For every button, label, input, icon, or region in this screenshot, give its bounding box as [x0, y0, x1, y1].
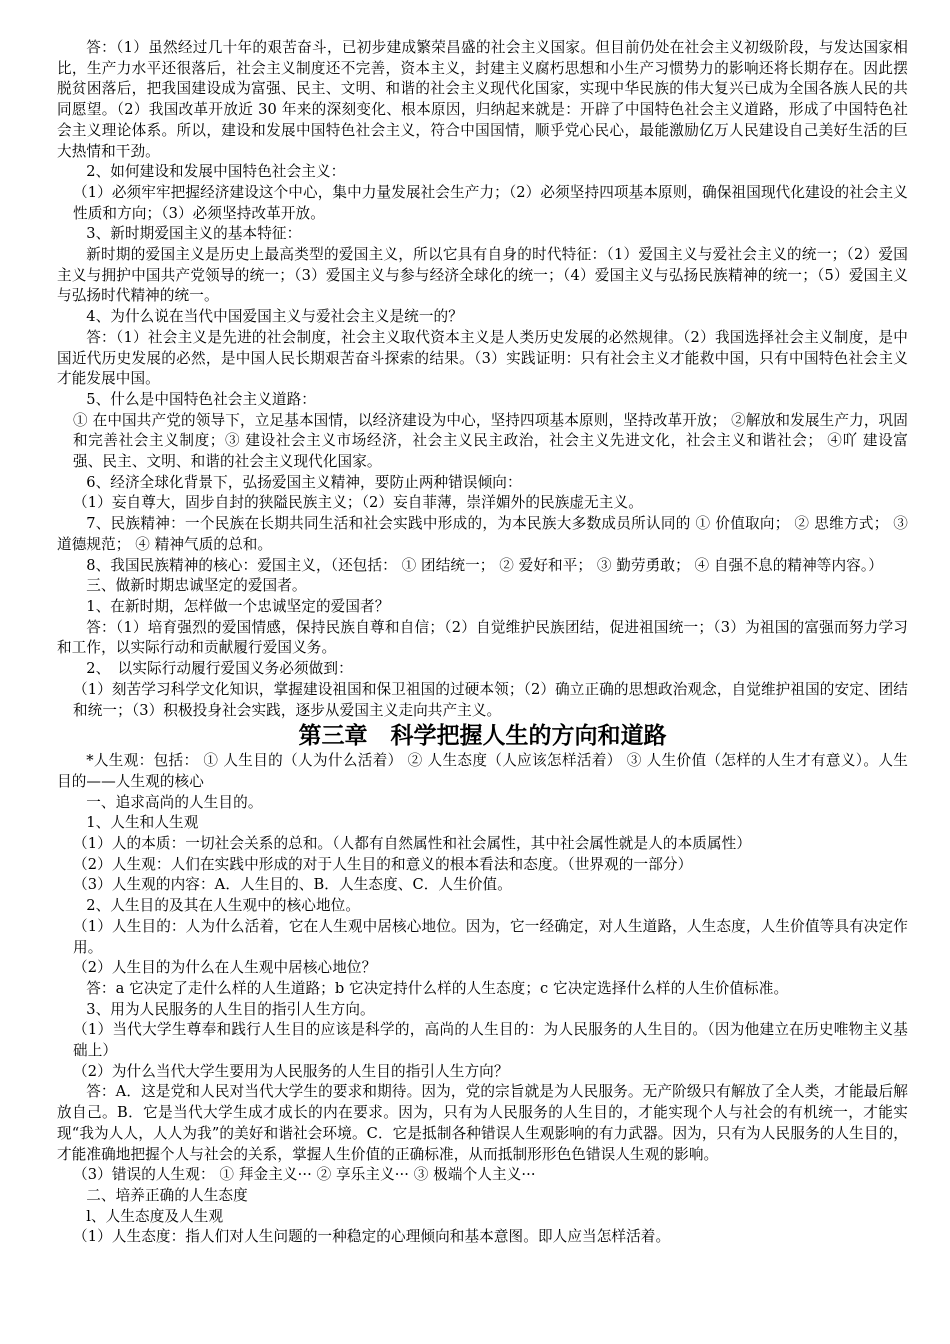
paragraph: 3、用为人民服务的人生目的指引人生方向。 — [86, 1000, 375, 1018]
paragraph: 7、民族精神：一个民族在长期共同生活和社会实践中形成的，为本民族大多数成员所认同的 ① 价值取向； ② 思维方式； ③ 道德规范； ④ 精神气质的总和。 — [57, 515, 908, 553]
paragraph: 3、新时期爱国主义的基本特征： — [86, 225, 302, 243]
paragraph: 1、人生和人生观 — [86, 814, 199, 832]
paragraph: 新时期的爱国主义是历史上最高类型的爱国主义，所以它具有自身的时代特征：（1）爱国主义与爱社会主义的统一；（2）爱国主义与拥护中国共产党领导的统一；（3）爱国主义与参与经济全球化的统一；（4）爱国主义与弘扬民族精神的统一；（5）爱国主义与弘扬时代精神的统一。 — [57, 246, 908, 305]
paragraph: （1）妄自尊大，固步自封的狭隘民族主义；（2）妄自菲薄，崇洋媚外的民族虚无主义。 — [73, 494, 643, 512]
paragraph: （1）刻苦学习科学文化知识，掌握建设祖国和保卫祖国的过硬本领；（2）确立正确的思想政治观念，自觉维护祖国的安定、团结和统一；（3）积极投身社会实践，逐步从爱国主义走向共产主义。 — [73, 680, 908, 719]
paragraph: 5、什么是中国特色社会主义道路： — [86, 390, 316, 408]
paragraph: 8、我国民族精神的核心：爱国主义，（还包括： ① 团结统一； ② 爱好和平； ③ 勤劳勇敢； ④ 自强不息的精神等内容。） — [86, 556, 883, 574]
paragraph: 答：（1）培育强烈的爱国情感，保持民族自尊和自信；（2）自觉维护民族团结，促进祖国统一；（3）为祖国的富强而努力学习和工作，以实际行动和贡献履行爱国义务。 — [57, 618, 908, 657]
paragraph: 二、培养正确的人生态度 — [86, 1186, 248, 1204]
paragraph: 2、如何建设和发展中国特色社会主义： — [86, 163, 346, 181]
paragraph: ① 在中国共产党的领导下，立足基本国情，以经济建设为中心，坚持四项基本原则，坚持改革开放； ②解放和发展生产力，巩固和完善社会主义制度；③ 建设社会主义市场经济，社会主义民主政治，社会主义先进文化，社会主义和谐社会； ④吖 建设富强、民主、文明、和谐的社会主义现代化国家。 — [73, 411, 908, 471]
paragraph: 1、在新时期，怎样做一个忠诚坚定的爱国者？ — [86, 597, 390, 615]
paragraph: （1）人生态度：指人们对人生问题的一种稳定的心理倾向和基本意图。即人应当怎样活着。 — [73, 1228, 671, 1246]
paragraph: （1）人生目的：人为什么活着，它在人生观中居核心地位。因为，它一经确定，对人生道路，人生态度，人生价值等具有决定作用。 — [73, 917, 908, 956]
section-patriotism — [57, 38, 908, 721]
paragraph: 三、做新时期忠诚坚定的爱国者。 — [86, 577, 307, 595]
paragraph: 答：A．这是党和人民对当代大学生的要求和期待。因为，党的宗旨就是为人民服务。无产阶级只有解放了全人类，才能最后解放自己。B．它是当代大学生成才成长的内在要求。因为，只有为人民服务的人生目的，才能实现个人与社会的有机统一，才能实现“我为人人，人人为我”的美好和谐社会环境。C．它是抵制各种错误人生观影响的有力武器。因为，只有为人民服务的人生目的，才能准确地把握个人与社会的关系，掌握人生价值的正确标准，从而抵制形形色色错误人生观的影响。 — [57, 1083, 908, 1163]
paragraph: （2）为什么当代大学生要用为人民服务的人生目的指引人生方向？ — [73, 1062, 509, 1080]
paragraph: （3）人生观的内容：A．人生目的、B．人生态度、C．人生价值。 — [73, 876, 512, 894]
paragraph: 2、 以实际行动履行爱国义务必须做到： — [86, 660, 353, 678]
paragraph: （2）人生观：人们在实践中形成的对于人生目的和意义的根本看法和态度。（世界观的一部分） — [73, 855, 693, 873]
paragraph: （1）人的本质：一切社会关系的总和。（人都有自然属性和社会属性，其中社会属性就是人的本质属性） — [73, 835, 752, 853]
paragraph: *人生观：包括： ① 人生目的（人为什么活着） ② 人生态度（人应该怎样活着） ③ 人生价值（怎样的人生才有意义）。人生目的——人生观的核心 — [57, 752, 908, 790]
paragraph: l、人生态度及人生观 — [86, 1207, 224, 1225]
paragraph: （3）错误的人生观： ① 拜金主义··· ② 享乐主义··· ③ 极端个人主义··· — [73, 1166, 536, 1184]
paragraph: （2）人生目的为什么在人生观中居核心地位？ — [73, 959, 377, 977]
paragraph: 答：（1）社会主义是先进的社会制度，社会主义取代资本主义是人类历史发展的必然规律。（2）我国选择社会主义制度，是中国近代历史发展的必然，是中国人民长期艰苦奋斗探索的结果。（3）实践证明：只有社会主义才能救中国，只有中国特色社会主义才能发展中国。 — [57, 328, 908, 388]
paragraph: 6、经济全球化背景下，弘扬爱国主义精神，要防止两种错误倾向： — [86, 473, 522, 491]
paragraph: 2、人生目的及其在人生观中的核心地位。 — [86, 897, 361, 915]
paragraph: （1）必须牢牢把握经济建设这个中心，集中力量发展社会生产力；（2）必须坚持四项基本原则，确保祖国现代化建设的社会主义性质和方向；（3）必须坚持改革开放。 — [73, 183, 908, 222]
paragraph: 答：（1）虽然经过几十年的艰苦奋斗，已初步建成繁荣昌盛的社会主义国家。但目前仍处在社会主义初级阶段，与发达国家相比，生产力水平还很落后，社会主义制度还不完善，资本主义，封建主义腐朽思想和小生产习惯势力的影响还将长期存在。因此摆脱贫困落后，把我国建设成为富强、民主、文明、和谐的社会主义现代化国家，实现中华民族的伟大复兴已成为全国各族人民的共同愿望。（2）我国改革开放近 30 年来的深刻变化、根本原因，归纳起来就是：开辟了中国特色社会主义道路，形成了中国特色社会主义理论体系。所以，建设和发展中国特色社会主义，符合中国国情，顺乎党心民心，最能激励亿万人民建设自己美好生活的巨大热情和干劲。 — [57, 39, 908, 160]
paragraph: 一、追求高尚的人生目的。 — [86, 793, 263, 811]
section-life-outlook — [57, 751, 908, 1248]
chapter-title: 第三章 科学把握人生的方向和道路 — [298, 723, 667, 750]
paragraph: 答：a 它决定了走什么样的人生道路；b 它决定持什么样的人生态度；c 它决定选择什么样的人生价值标准。 — [86, 979, 789, 997]
paragraph: 4、为什么说在当代中国爱国主义与爱社会主义是统一的？ — [86, 308, 463, 326]
paragraph: （1）当代大学生尊奉和践行人生目的应该是科学的，高尚的人生目的：为人民服务的人生目的。（因为他建立在历史唯物主义基础上） — [73, 1021, 908, 1060]
